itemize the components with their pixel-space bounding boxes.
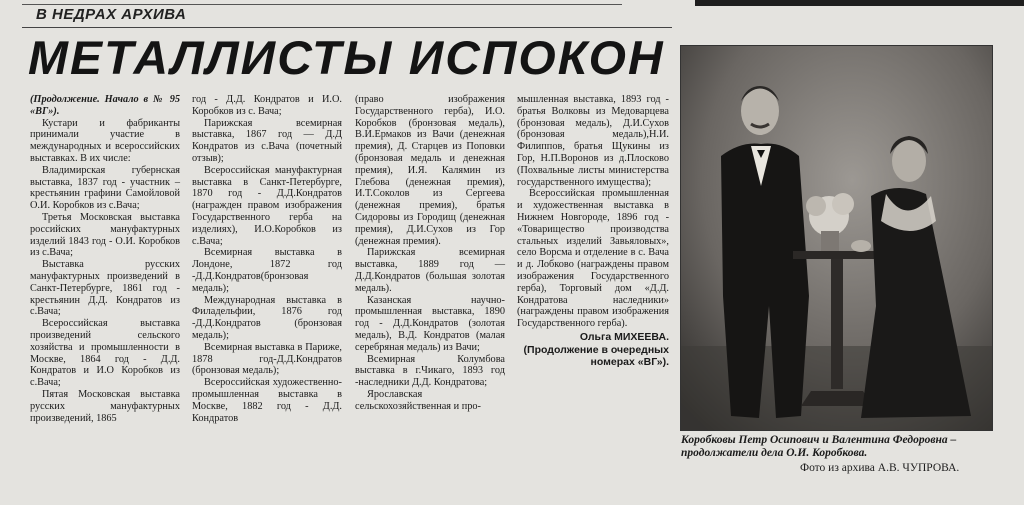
- paragraph: Казанская научно-промышленная выставка, 1890 год - Д.Д.Кондратов (золотая медаль), В.Д. Кондратов (малая серебряная медаль) из Вачи;: [355, 294, 505, 353]
- paragraph: Всероссийская выставка произведений сельского хозяйства и промышленности в Москве, 1864 год - Д.Д. Кондратов и И.О Коробков из с.Вача;: [30, 318, 180, 389]
- paragraph: Всемирная выставка в Париже, 1878 год-Д.Д.Кондратов (бронзовая медаль);: [192, 341, 342, 377]
- paragraph: Парижская всемирная выставка, 1867 год — Д.Д Кондратов из с.Вача (почетный отзыв);: [192, 117, 342, 164]
- section-rubric: В НЕДРАХ АРХИВА: [36, 6, 187, 23]
- paragraph: Всемирная выставка в Лондоне, 1872 год -Д.Д.Кондратов(бронзовая медаль);: [192, 247, 342, 294]
- article-headline: МЕТАЛЛИСТЫ ИСПОКОН: [28, 31, 665, 84]
- paragraph: Всероссийская художественно- промышленная выставка в Москве, 1882 год - Д.Д. Кондратов: [192, 377, 342, 424]
- author-byline: Ольга МИХЕЕВА.: [579, 330, 669, 343]
- photo-caption: Коробковы Петр Осипович и Валентина Федоровна – продолжатели дела О.И. Коробкова.: [681, 434, 957, 459]
- paragraph: Третья Московская выставка российских мануфактурных изделий 1843 год - О.И. Коробков из с.Вача;: [30, 211, 180, 259]
- paragraph: Владимирская губернская выставка, 1837 год - участник – крестьянин графини Самойловой О.И. Коробков из с.Вача;: [30, 164, 180, 212]
- article-column-3: [355, 94, 505, 413]
- paragraph: Всемирная Колумбова выставка в г.Чикаго, 1893 год -наследники Д.Д. Кондратова;: [355, 353, 505, 389]
- article-column-2: [192, 94, 342, 424]
- paragraph: Кустари и фабриканты принимали участие в международных и всероссийских выставках. В их числе:: [30, 117, 180, 164]
- to-be-continued-note: (Продолжение в очередных номерах «ВГ»).: [523, 343, 669, 368]
- paragraph: Всероссийская промышленная и художественная выставка в Нижнем Новгороде, 1896 год - «Товарищество производства стальных изделий Завьяловых», село Ворсма и отделение в с. Вача и д. Лобково (награждены правом изображения Государственного герба), Торговый дом «Д.Д. Кондратова наследники» (награждены правом изображения Государственного герба).: [517, 188, 669, 330]
- top-right-bar: [695, 0, 1024, 6]
- couple-portrait-image: [681, 46, 992, 430]
- archive-photo: [680, 45, 993, 431]
- paragraph: Всероссийская мануфактурная выставка в Санкт-Петербурге, 1870 год - Д.Д.Кондратов (награжден правом изображения Государственного герба на изделиях), И.О.Коробков из с.Вача;: [192, 164, 342, 247]
- rubric-rule: [22, 27, 672, 28]
- continuation-lead: (Продолжение. Начало в № 95 «ВГ»).: [30, 94, 180, 117]
- paragraph: мышленная выставка, 1893 год - братья Волковы из Медоварцева (бронзовая медаль), Д.И.Сухов (бронзовая медаль),Н.И. Филиппов, братья Щукины из Гор, Н.П.Воронов из д.Плосково (Похвальные листы министерства государственного имущества);: [517, 94, 669, 188]
- paragraph: Парижская всемирная выставка, 1889 год — Д.Д.Кондратов (большая золотая медаль).: [355, 247, 505, 294]
- paragraph: (право изображения Государственного герба), И.О. Коробков (бронзовая медаль), В.И.Ермаков из Вачи (денежная премия), Д. Старцев из Поповки (бронзовая медаль и денежная премия), И.Я. Калямин из Глебова (денежная премия), И.Т.Соколов из Сергеева (денежная премия), братья Сидоровы из Городищ (денежная премия), Д.И.Сухов из Гор (денежная премия).: [355, 94, 505, 247]
- article-column-1: [30, 94, 180, 424]
- paragraph: Выставка русских мануфактурных произведений в Санкт-Петербурге, 1861 год - крестьянин Д.Д. Кондратов из с.Вача;: [30, 259, 180, 318]
- paragraph: Ярославская сельскохозяйственная и про-: [355, 388, 481, 412]
- paragraph: Международная выставка в Филадельфии, 1876 год -Д.Д.Кондратов (бронзовая медаль);: [192, 294, 342, 341]
- paragraph: год - Д.Д. Кондратов и И.О. Коробков из с. Вача;: [192, 94, 342, 117]
- photo-credit: Фото из архива А.В. ЧУПРОВА.: [800, 462, 960, 474]
- paragraph: Пятая Московская выставка русских мануфактурных произведений, 1865: [30, 388, 180, 424]
- article-column-4: [517, 94, 669, 368]
